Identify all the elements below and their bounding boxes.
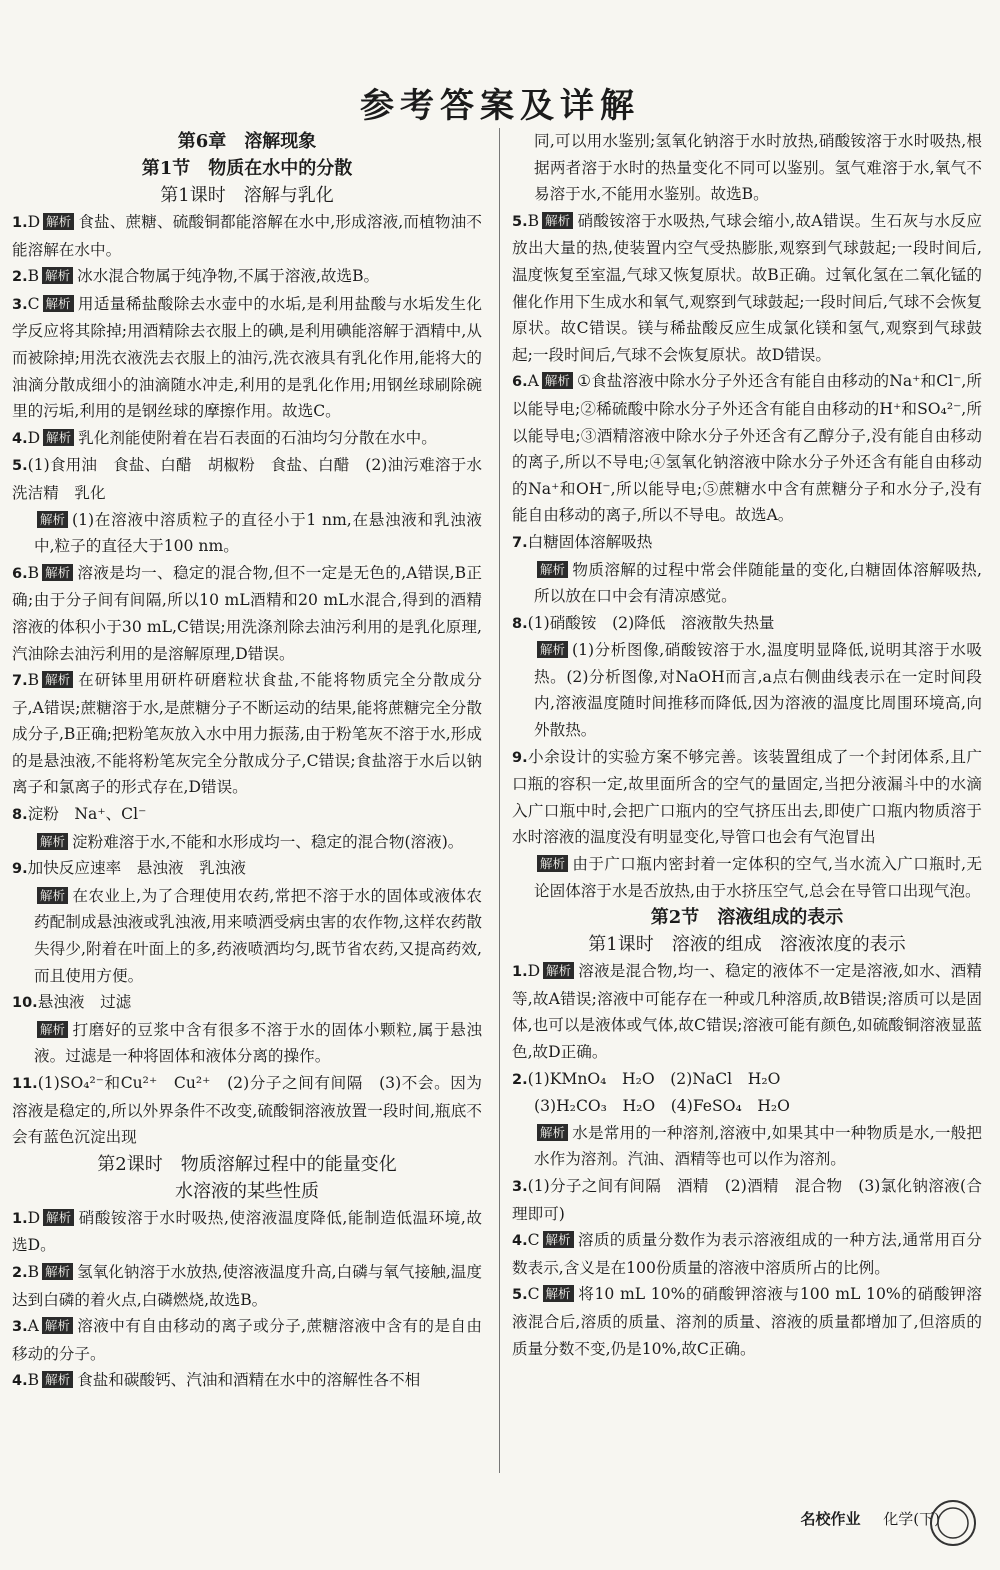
section-heading: 第2节 溶液组成的表示 bbox=[650, 907, 844, 929]
analysis-badge: 解析 bbox=[37, 511, 68, 528]
question-number: 2. bbox=[12, 1264, 28, 1281]
answer-item bbox=[512, 529, 982, 557]
question-number: 2. bbox=[512, 1071, 528, 1088]
analysis-badge: 解析 bbox=[43, 213, 74, 230]
question-number: 1. bbox=[12, 1210, 28, 1227]
question-number: 3. bbox=[12, 1319, 28, 1336]
corner-stamp-logo bbox=[920, 1498, 986, 1548]
question-number: 11. bbox=[12, 1076, 38, 1092]
analysis-badge: 解析 bbox=[42, 671, 73, 688]
analysis-badge: 解析 bbox=[43, 1209, 74, 1226]
answer-item bbox=[12, 667, 482, 801]
right-column bbox=[512, 128, 982, 1362]
analysis-text: 溶液中有自由移动的离子或分子,蔗糖溶液中含有的是自由移动的分子。 bbox=[12, 1317, 482, 1363]
answer-text: (1)食用油 食盐、白醋 胡椒粉 食盐、白醋 (2)油污难溶于水 洗洁精 乳化 bbox=[12, 456, 498, 502]
answer-item bbox=[12, 291, 482, 425]
section-heading: 第6章 溶解现象 bbox=[177, 131, 317, 152]
answer-item bbox=[512, 958, 982, 1065]
answer-item bbox=[12, 1313, 482, 1367]
analysis-text: ①食盐溶液中除水分子外还含有能自由移动的Na⁺和Cl⁻,所以能导电;②稀硫酸中除水分子外还含有能自由移动的H⁺和SO₄²⁻,所以能导电;③酒精溶液中除水分子外还含有乙醇分子,没有能自由移动的离子,所以不导电;④氢氧化钠溶液中除水分子外还含有能自由移动的Na⁺和OH⁻,所以能导电;⑤蔗糖水中含有蔗糖分子和水分子,没有能自由移动的离子,所以不导电。故选A。 bbox=[512, 372, 982, 525]
answer-item bbox=[12, 801, 482, 829]
question-number: 4. bbox=[12, 1373, 28, 1390]
analysis-badge: 解析 bbox=[543, 1285, 574, 1302]
answer-item bbox=[12, 560, 482, 667]
answer-item bbox=[512, 1227, 982, 1281]
answer-continuation bbox=[512, 128, 982, 208]
question-number: 7. bbox=[12, 673, 28, 690]
analysis-text: 溶液是均一、稳定的混合物,但不一定是无色的,A错误,B正确;由于分子间有间隔,所以10 mL酒精和20 mL水混合,得到的酒精溶液的体积小于30 mL,C错误;用洗涤剂除去油污利用的是乳化原理,汽油除去油污利用的是溶解原理,D错误。 bbox=[12, 563, 482, 663]
analysis-text: 淀粉难溶于水,不能和水形成均一、稳定的混合物(溶液)。 bbox=[72, 832, 464, 851]
question-number: 5. bbox=[512, 213, 528, 230]
answer-item bbox=[12, 452, 498, 506]
answer-text: 白糖固体溶解吸热 bbox=[527, 532, 653, 551]
analysis-badge: 解析 bbox=[543, 962, 574, 979]
answer-item bbox=[12, 425, 482, 453]
lesson-heading: 水溶液的某些性质 bbox=[175, 1180, 319, 1202]
answer-text: D bbox=[27, 428, 41, 447]
answer-text: (1)硝酸铵 (2)降低 溶液散失热量 bbox=[527, 613, 775, 632]
question-number: 4. bbox=[12, 430, 28, 447]
answer-item bbox=[12, 209, 482, 263]
answer-text: 加快反应速率 悬浊液 乳浊液 bbox=[27, 859, 246, 878]
question-number: 6. bbox=[512, 374, 528, 391]
analysis-text: 打磨好的豆浆中含有很多不溶于水的固体小颗粒,属于悬浊液。过滤是一种将固体和液体分离的操作。 bbox=[34, 1020, 482, 1066]
question-number: 5. bbox=[512, 1287, 528, 1304]
answer-item bbox=[12, 1259, 482, 1313]
analysis-text: (1)分析图像,硝酸铵溶于水,温度明显降低,说明其溶于水吸热。(2)分析图像,对NaOH而言,a点右侧曲线表示在一定时间段内,溶液温度随时间推移而降低,因为溶液的温度比周围环境高,向外散热。 bbox=[534, 641, 982, 740]
analysis-text: 氢氧化钠溶于水放热,使溶液温度升高,白磷与氧气接触,温度达到白磷的着火点,白磷燃烧,故选B。 bbox=[12, 1262, 482, 1309]
analysis-text: (3)H₂CO₃ H₂O (4)FeSO₄ H₂O bbox=[534, 1097, 790, 1116]
analysis-text: 食盐和碳酸钙、汽油和酒精在水中的溶解性各不相 bbox=[77, 1371, 421, 1390]
answer-item bbox=[512, 208, 982, 369]
answer-item bbox=[512, 1173, 982, 1227]
answer-text: 悬浊液 过滤 bbox=[37, 993, 132, 1012]
analysis-badge: 解析 bbox=[42, 267, 73, 284]
analysis-text: 溶质的质量分数作为表示溶液组成的一种方法,通常用百分数表示,含义是在100份质量的溶液中溶质所占的比例。 bbox=[512, 1231, 982, 1277]
analysis-badge: 解析 bbox=[542, 212, 573, 229]
answer-text: B bbox=[27, 671, 40, 690]
answer-continuation bbox=[512, 557, 982, 610]
question-number: 3. bbox=[12, 296, 28, 313]
section-heading: 第1节 物质在水中的分散 bbox=[141, 158, 353, 179]
answer-item bbox=[512, 368, 982, 529]
answer-text: C bbox=[527, 1231, 540, 1250]
answer-text: B bbox=[27, 563, 40, 582]
lesson-heading: 第1课时 溶液的组成 溶液浓度的表示 bbox=[588, 934, 906, 956]
answer-text: C bbox=[527, 1285, 540, 1304]
analysis-text: 在农业上,为了合理使用农药,常把不溶于水的固体或液体农药配制成悬浊液或乳浊液,用来喷洒受病虫害的农作物,这样农药散失得少,附着在叶面上的多,药液喷洒均匀,既节省农药,又提高药效,而且使用方便。 bbox=[34, 886, 482, 985]
answer-text: A bbox=[527, 372, 539, 391]
answer-continuation bbox=[12, 829, 482, 856]
answer-text: B bbox=[27, 267, 40, 286]
answer-continuation bbox=[12, 507, 482, 560]
analysis-badge: 解析 bbox=[37, 833, 68, 850]
answer-text: D bbox=[27, 213, 41, 231]
analysis-text: 乳化剂能使附着在岩石表面的石油均匀分散在水中。 bbox=[78, 428, 437, 447]
question-number: 1. bbox=[512, 964, 528, 981]
answer-item bbox=[12, 855, 482, 883]
analysis-badge: 解析 bbox=[37, 887, 68, 904]
answer-item bbox=[12, 989, 482, 1017]
footer-brand: 名校作业 bbox=[800, 1510, 861, 1528]
question-number: 5. bbox=[12, 458, 28, 475]
answer-text: D bbox=[27, 1208, 41, 1227]
answer-text: 淀粉 Na⁺、Cl⁻ bbox=[27, 805, 147, 824]
analysis-badge: 解析 bbox=[543, 1231, 574, 1248]
answer-text: C bbox=[27, 294, 40, 313]
analysis-text: 冰水混合物属于纯净物,不属于溶液,故选B。 bbox=[77, 267, 380, 286]
question-number: 8. bbox=[512, 615, 528, 632]
analysis-badge: 解析 bbox=[542, 372, 573, 389]
question-number: 3. bbox=[512, 1178, 528, 1195]
answer-item bbox=[512, 610, 982, 638]
left-column bbox=[12, 128, 498, 1395]
answer-continuation bbox=[12, 1017, 482, 1070]
question-number: 9. bbox=[512, 749, 528, 766]
analysis-badge: 解析 bbox=[37, 1021, 68, 1038]
analysis-text: 硝酸铵溶于水吸热,气球会缩小,故A错误。生石灰与水反应放出大量的热,使装置内空气受热膨胀,观察到气球鼓起;一段时间后,温度恢复至室温,气球又恢复原状。故B正确。过氧化氢在二氧化锰的催化作用下生成水和氧气,观察到气球鼓起;一段时间后,气球不会恢复原状。故C错误。镁与稀盐酸反应生成氯化镁和氢气,观察到气球鼓起;一段时间后,气球不会恢复原状。故D错误。 bbox=[512, 211, 982, 364]
question-number: 6. bbox=[12, 565, 28, 582]
analysis-badge: 解析 bbox=[537, 1124, 568, 1141]
question-number: 1. bbox=[12, 215, 28, 231]
analysis-badge: 解析 bbox=[43, 429, 74, 446]
question-number: 7. bbox=[512, 534, 528, 551]
analysis-badge: 解析 bbox=[42, 1371, 73, 1388]
analysis-text: 食盐、蔗糖、硫酸铜都能溶解在水中,形成溶液,而植物油不能溶解在水中。 bbox=[12, 213, 482, 259]
analysis-text: (1)在溶液中溶质粒子的直径小于1 nm,在悬浊液和乳浊液中,粒子的直径大于100 nm。 bbox=[34, 510, 482, 556]
analysis-text: 水是常用的一种溶剂,溶液中,如果其中一种物质是水,一般把水作为溶剂。汽油、酒精等也可以作为溶剂。 bbox=[534, 1123, 982, 1169]
answer-text: B bbox=[27, 1262, 40, 1281]
lesson-heading: 第1课时 溶解与乳化 bbox=[160, 185, 334, 206]
answer-text: 小余设计的实验方案不够完善。该装置组成了一个封闭体系,且广口瓶的容积一定,故里面所含的空气的量固定,当把分液漏斗中的水滴入广口瓶中时,会把广口瓶内的空气挤压出去,即使广口瓶内物质溶于水时溶液的温度没有明显变化,导管口也会有气泡冒出 bbox=[512, 747, 982, 847]
analysis-badge: 解析 bbox=[537, 641, 568, 658]
answer-item bbox=[12, 263, 482, 291]
answer-continuation bbox=[512, 1093, 982, 1120]
answer-continuation bbox=[512, 1120, 982, 1173]
analysis-badge: 解析 bbox=[537, 855, 568, 872]
analysis-badge: 解析 bbox=[537, 561, 568, 578]
answer-item bbox=[512, 744, 982, 851]
answer-continuation bbox=[512, 637, 982, 743]
answer-text: (1)SO₄²⁻和Cu²⁺ Cu²⁺ (2)分子之间有间隔 (3)不会。因为溶液是稳定的,所以外界条件不改变,硫酸铜溶液放置一段时间,瓶底不会有蓝色沉淀出现 bbox=[12, 1074, 482, 1147]
analysis-text: 硝酸铵溶于水时吸热,使溶液温度降低,能制造低温环境,故选D。 bbox=[12, 1208, 482, 1255]
question-number: 9. bbox=[12, 861, 28, 878]
analysis-text: 由于广口瓶内密封着一定体积的空气,当水流入广口瓶时,无论固体溶于水是否放热,由于水挤压空气,总会在导管口出现气泡。 bbox=[534, 855, 982, 900]
analysis-text: 溶液是混合物,均一、稳定的液体不一定是溶液,如水、酒精等,故A错误;溶液中可能存在一种或几种溶质,故B错误;溶质可以是固体,也可以是液体或气体,故C错误;溶液可能有颜色,如硫酸铜溶液显蓝色,故D正确。 bbox=[512, 962, 982, 1061]
answer-text: B bbox=[527, 211, 540, 230]
lesson-heading: 第2课时 物质溶解过程中的能量变化 bbox=[97, 1153, 397, 1175]
analysis-text: 用适量稀盐酸除去水壶中的水垢,是利用盐酸与水垢发生化学反应将其除掉;用酒精除去衣服上的碘,是利用碘能溶解于酒精中,从而被除掉;用洗衣液洗去衣服上的油污,洗衣液具有乳化作用,能将大的油滴分散成细小的油滴随水冲走,利用的是乳化作用;用钢丝球刷除碗里的污垢,利用的是钢丝球的摩擦作用。故选C。 bbox=[12, 294, 482, 421]
analysis-badge: 解析 bbox=[42, 1317, 73, 1334]
answer-item bbox=[512, 1281, 982, 1362]
answer-text: A bbox=[27, 1317, 39, 1336]
footer-subject: 化学(下) bbox=[883, 1510, 940, 1528]
answer-item bbox=[512, 1066, 982, 1094]
analysis-text: 在研钵里用研杵研磨粒状食盐,不能将物质完全分散成分子,A错误;蔗糖溶于水,是蔗糖分子不断运动的结果,能将蔗糖完全分散成分子,B正确;把粉笔灰放入水中用力振荡,由于粉笔灰不溶于水,形成的是悬浊液,不能将粉笔灰完全分散成分子,C错误;食盐溶于水后以钠离子和氯离子的形式存在,D错误。 bbox=[12, 671, 482, 797]
answer-item bbox=[12, 1205, 482, 1259]
question-number: 10. bbox=[12, 995, 38, 1012]
analysis-text: 将10 mL 10%的硝酸钾溶液与100 mL 10%的硝酸钾溶液混合后,溶质的质量、溶剂的质量、溶液的质量都增加了,但溶质的质量分数不变,仍是10%,故C正确。 bbox=[512, 1285, 982, 1358]
answer-item bbox=[12, 1367, 482, 1395]
answer-item bbox=[12, 1070, 482, 1151]
answer-text: D bbox=[527, 962, 541, 981]
answer-text: (1)分子之间有间隔 酒精 (2)酒精 混合物 (3)氯化钠溶液(合理即可) bbox=[512, 1176, 982, 1223]
analysis-badge: 解析 bbox=[42, 1263, 73, 1280]
answer-continuation bbox=[512, 851, 982, 904]
page-title: 参考答案及详解 bbox=[360, 86, 640, 126]
answer-text: B bbox=[27, 1371, 40, 1390]
column-divider bbox=[499, 128, 500, 1473]
question-number: 8. bbox=[12, 807, 28, 824]
analysis-text: 同,可以用水鉴别;氢氧化钠溶于水时放热,硝酸铵溶于水时吸热,根据两者溶于水时的热量变化不同可以鉴别。氢气难溶于水,氧气不易溶于水,不能用水鉴别。故选B。 bbox=[534, 132, 982, 204]
analysis-badge: 解析 bbox=[42, 564, 73, 581]
analysis-text: 物质溶解的过程中常会伴随能量的变化,白糖固体溶解吸热,所以放在口中会有清凉感觉。 bbox=[534, 560, 982, 606]
question-number: 4. bbox=[512, 1233, 528, 1250]
question-number: 2. bbox=[12, 269, 28, 286]
analysis-badge: 解析 bbox=[43, 295, 74, 312]
answer-text: (1)KMnO₄ H₂O (2)NaCl H₂O bbox=[527, 1069, 781, 1088]
answer-continuation bbox=[12, 883, 482, 989]
